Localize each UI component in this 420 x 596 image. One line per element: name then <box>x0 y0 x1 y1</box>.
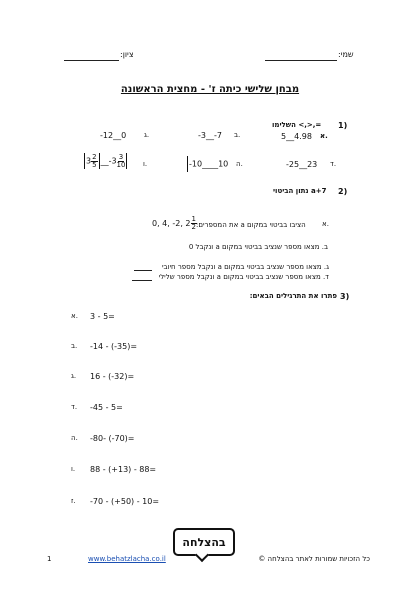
q2-c-answer-line[interactable] <box>134 262 152 271</box>
q1-b-label: ב. <box>234 131 241 139</box>
q2-a-label: א. <box>322 220 329 228</box>
q1-f-left-fraction: $\frac{3}{10}$ <box>116 152 126 169</box>
q1-e-left: 10 <box>218 159 229 169</box>
q3-item-label: ו. <box>71 465 76 473</box>
q2-d-answer-line[interactable] <box>132 272 152 281</box>
q3-item-expression: -45 - 5= <box>90 403 123 412</box>
q1-d-expr: -25__23 <box>286 160 318 169</box>
q1-d-label: ד. <box>330 160 337 168</box>
q1-e-expr: -10____10 <box>186 156 228 172</box>
q2-d-text: ד. מצאו מספר שנציב בביטוי במקום a ונקבל מספר שלילי <box>158 273 329 281</box>
q3-instruction: פתרו את התרגילים הבאים: <box>249 292 337 300</box>
copyright-text: כל הזכויות שמורות לאתר בהצלחה © <box>258 555 370 563</box>
q2-a-numbers: 0, 4, -2, 2 $\frac{1}{2}$ <box>152 215 196 231</box>
q3-item-expression: -70 - (+50) - 10= <box>90 497 160 506</box>
q1-instruction: השלימו <,>,= <box>272 121 322 129</box>
q3-item-label: ב. <box>71 342 78 350</box>
q1-c-expr: -12__0 <box>100 131 127 140</box>
name-label: שמי: <box>338 50 354 59</box>
page-number: 1 <box>47 555 52 563</box>
q1-e-label: ה. <box>236 160 243 168</box>
q3-item-label: ג. <box>71 372 77 380</box>
q1-number: 1) <box>338 121 348 130</box>
q1-f-right-whole: 3 <box>86 156 92 166</box>
q1-f-left-sign: -3 <box>108 156 117 166</box>
q1-f-right-fraction: $\frac{2}{5}$ <box>92 152 97 169</box>
q2-c-text: ג. מצאו מספר שנציב בביטוי במקום a ונקבל מספר חיובי <box>161 263 329 271</box>
q3-item-label: ה. <box>71 434 78 442</box>
grade-field-line[interactable] <box>64 52 119 61</box>
q1-c-label: ג. <box>144 131 150 139</box>
q1-a-label: א. <box>320 132 328 140</box>
q1-f-label: ו. <box>143 160 148 168</box>
grade-label: ציון: <box>120 50 134 59</box>
q1-b-expr: -3__-7 <box>198 131 222 140</box>
q1-a-expr: 5__4.98 <box>281 132 312 141</box>
name-field-line[interactable] <box>265 52 337 61</box>
q2-a-half-fraction: $\frac{1}{2}$ <box>191 215 196 231</box>
q3-item-expression: -14 - (-35)= <box>90 342 138 351</box>
q3-item-label: ד. <box>71 403 78 411</box>
site-link[interactable]: www.behatzlacha.co.il <box>88 555 166 563</box>
q3-item-expression: -80- (-70)= <box>90 434 135 443</box>
q3-number: 3) <box>340 292 350 301</box>
q1-e-right: -10 <box>189 159 203 169</box>
q3-item-expression: 3 - 5= <box>90 312 115 321</box>
q3-item-expression: 16 - (-32)= <box>90 372 135 381</box>
q2-b-text: ב. מצאו מספר שנציב בביטוי במקום a ונקבל 0 <box>188 243 328 251</box>
page-title: מבחן שלישי כיתה ז' - מחצית הראשונה <box>120 84 300 95</box>
q3-item-expression: 88 - (+13) - 88= <box>90 465 157 474</box>
q3-item-label: א. <box>71 312 78 320</box>
q3-item-label: ז. <box>71 497 76 505</box>
q2-instruction: נתון הביטוי a+7 <box>273 187 327 195</box>
q1-f-expr: 3 $\frac{2}{5}$ __-3 $\frac{3}{10}$ <box>86 152 126 169</box>
q2-a-text: הציבו בביטוי במקום a את המספרים: <box>196 221 306 229</box>
q2-number: 2) <box>338 187 348 196</box>
behatzlacha-logo: בהצלחה <box>173 528 235 556</box>
